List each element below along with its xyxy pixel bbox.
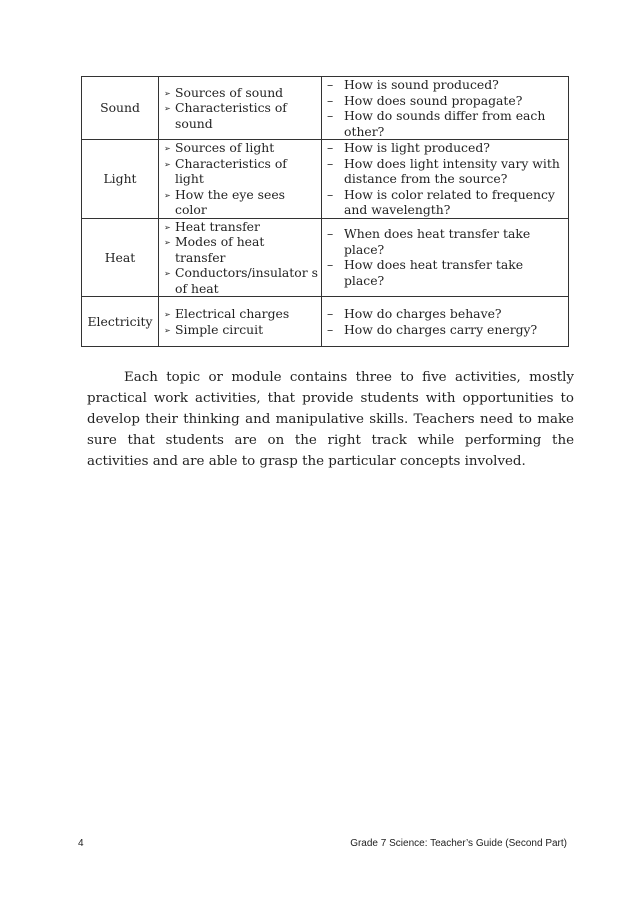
- list-item: – How is sound produced?: [322, 77, 568, 93]
- topic-cell: Light: [82, 140, 159, 219]
- list-item: ➢ Electrical charges: [159, 306, 321, 322]
- table-row: [82, 297, 569, 347]
- list-item: ➢ Conductors/insulator s of heat: [159, 265, 321, 296]
- list-item: ➢ Sources of sound: [159, 85, 321, 101]
- list-item: ➢ Characteristics of sound: [159, 100, 321, 131]
- questions-cell: [322, 297, 569, 347]
- subtopics-cell: [159, 140, 322, 219]
- list-item: – How is light produced?: [322, 140, 568, 156]
- table-row: [82, 77, 569, 140]
- subtopics-cell: [159, 218, 322, 297]
- topic-cell: Sound: [82, 77, 159, 140]
- list-item: ➢ How the eye sees color: [159, 187, 321, 218]
- topic-cell: Electricity: [82, 297, 159, 347]
- list-item: ➢ Heat transfer: [159, 219, 321, 235]
- list-item: ➢ Characteristics of light: [159, 156, 321, 187]
- questions-cell: [322, 77, 569, 140]
- table-row: [82, 218, 569, 297]
- body-paragraph: Each topic or module contains three to five activities, mostly practical work activities, that provide students with opportunities to develop their thinking and manipulative skills. Teachers need to make sure that students are on the right track while performing the activities and are able to grasp the particular concepts involved.: [87, 370, 574, 469]
- list-item: ➢ Sources of light: [159, 140, 321, 156]
- topics-table: [81, 76, 569, 347]
- subtopics-cell: [159, 297, 322, 347]
- list-item: – How does light intensity vary with distance from the source?: [322, 156, 568, 187]
- list-item: – How is color related to frequency and wavelength?: [322, 187, 568, 218]
- list-item: – When does heat transfer take place?: [322, 226, 568, 257]
- table-row: [82, 140, 569, 219]
- list-item: – How do charges carry energy?: [322, 322, 568, 338]
- list-item: – How does heat transfer take place?: [322, 257, 568, 288]
- questions-cell: [322, 140, 569, 219]
- questions-cell: [322, 218, 569, 297]
- list-item: – How does sound propagate?: [322, 93, 568, 109]
- list-item: – How do charges behave?: [322, 306, 568, 322]
- topic-cell: Heat: [82, 218, 159, 297]
- page-number: 4: [78, 838, 84, 849]
- list-item: – How do sounds differ from each other?: [322, 108, 568, 139]
- footer-title: Grade 7 Science: Teacher’s Guide (Second Part): [350, 838, 567, 849]
- list-item: ➢ Modes of heat transfer: [159, 234, 321, 265]
- list-item: ➢ Simple circuit: [159, 322, 321, 338]
- subtopics-cell: [159, 77, 322, 140]
